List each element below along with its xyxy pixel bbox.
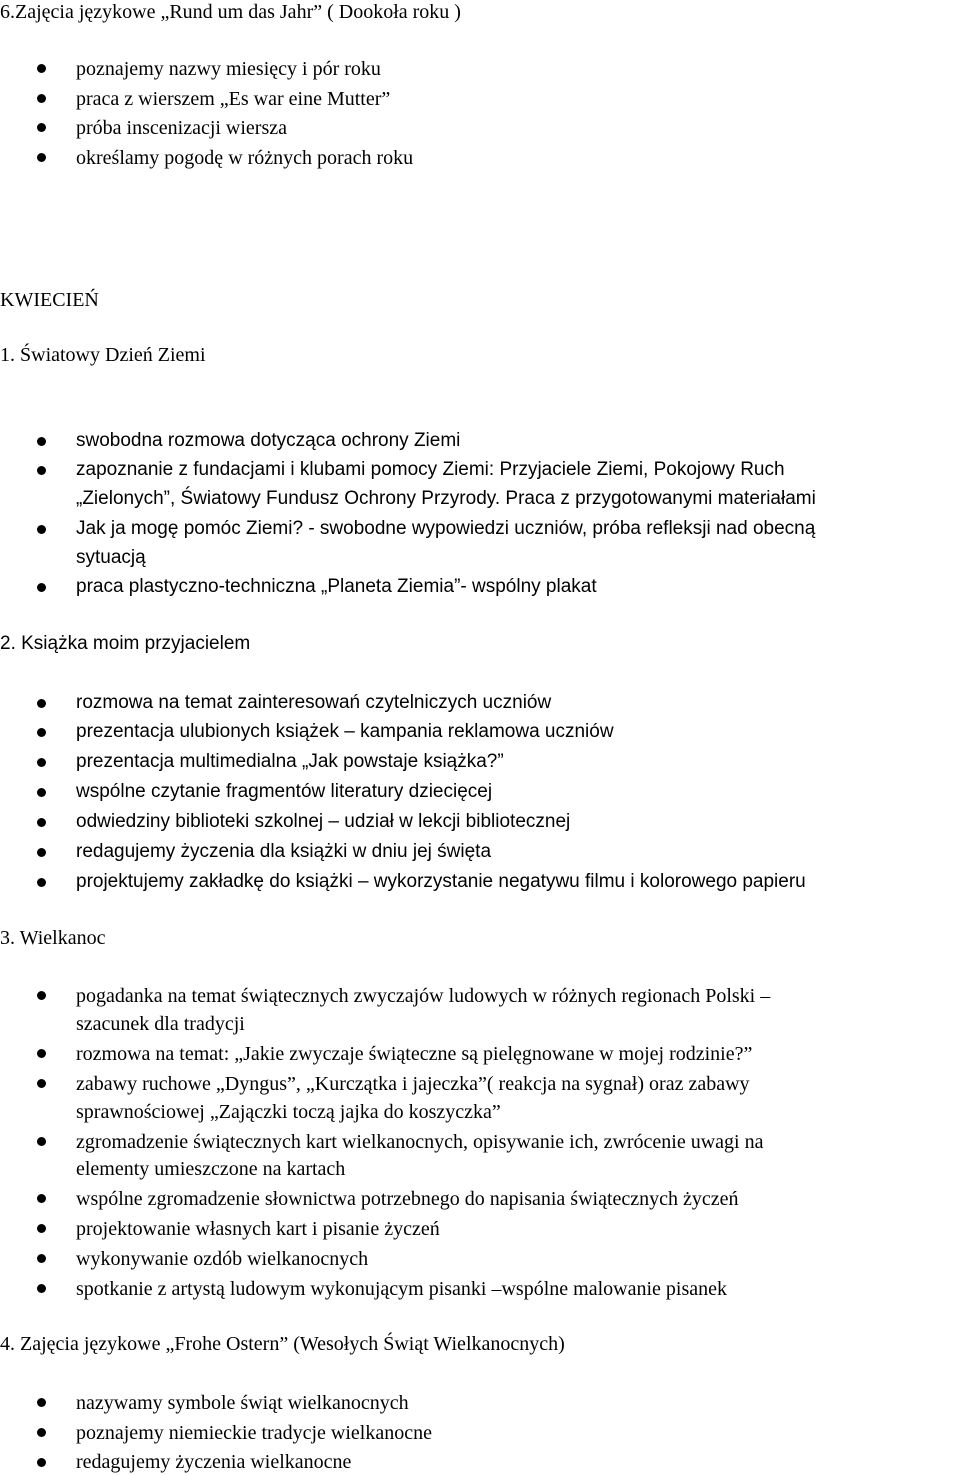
bullet-icon (37, 1194, 46, 1203)
list-item-continuation: elementy umieszczone na kartach (76, 1158, 346, 1180)
list-item: poznajemy nazwy miesięcy i pór roku (76, 58, 381, 80)
bullet-icon (37, 1079, 46, 1088)
list-item-continuation: sprawnościowej „Zajączki toczą jajka do koszyczka” (76, 1101, 501, 1123)
bullet-icon (37, 583, 46, 592)
list-item-continuation: szacunek dla tradycji (76, 1013, 245, 1035)
month-heading: KWIECIEŃ (0, 289, 99, 311)
list-item: odwiedziny biblioteki szkolnej – udział w lekcji bibliotecznej (76, 811, 571, 832)
list-item: wspólne czytanie fragmentów literatury dziecięcej (76, 781, 493, 802)
list-item: praca plastyczno-techniczna „Planeta Ziemia”- wspólny plakat (76, 576, 597, 597)
list-item: prezentacja multimedialna „Jak powstaje książka?” (76, 751, 504, 772)
bullet-icon (37, 94, 46, 103)
list-item: zabawy ruchowe „Dyngus”, „Kurczątka i jajeczka”( reakcja na sygnał) oraz zabawy (76, 1073, 750, 1095)
bullet-icon (37, 1254, 46, 1263)
list-item: projektowanie własnych kart i pisanie życzeń (76, 1218, 440, 1240)
bullet-icon (37, 1137, 46, 1146)
section-2-title: 2. Książka moim przyjacielem (0, 633, 251, 654)
bullet-icon (37, 1224, 46, 1233)
bullet-icon (37, 728, 46, 737)
list-item: wykonywanie ozdób wielkanocnych (76, 1248, 369, 1270)
list-item: spotkanie z artystą ludowym wykonującym pisanki –wspólne malowanie pisanek (76, 1278, 727, 1300)
list-item: prezentacja ulubionych książek – kampania reklamowa uczniów (76, 721, 614, 742)
bullet-icon (37, 699, 46, 708)
list-item: zgromadzenie świątecznych kart wielkanocnych, opisywanie ich, zwrócenie uwagi na (76, 1131, 764, 1153)
bullet-icon (37, 466, 46, 475)
bullet-icon (37, 64, 46, 73)
section-1-title: 1. Światowy Dzień Ziemi (0, 344, 206, 366)
list-item: projektujemy zakładkę do książki – wykorzystanie negatywu filmu i kolorowego papieru (76, 871, 806, 892)
list-item: praca z wierszem „Es war eine Mutter” (76, 88, 391, 110)
list-item: swobodna rozmowa dotycząca ochrony Ziemi (76, 430, 461, 451)
bullet-icon (37, 818, 46, 827)
bullet-icon (37, 758, 46, 767)
bullet-icon (37, 525, 46, 534)
list-item: Jak ja mogę pomóc Ziemi? - swobodne wypowiedzi uczniów, próba refleksji nad obecną (76, 518, 816, 539)
list-item: pogadanka na temat świątecznych zwyczajów ludowych w różnych regionach Polski – (76, 985, 771, 1007)
bullet-icon (37, 1428, 46, 1437)
bullet-icon (37, 878, 46, 887)
list-item: poznajemy niemieckie tradycje wielkanocne (76, 1422, 432, 1444)
list-item-continuation: „Zielonych”, Światowy Fundusz Ochrony Przyrody. Praca z przygotowanymi materiałami (76, 488, 816, 509)
list-item: redagujemy życzenia wielkanocne (76, 1451, 352, 1473)
bullet-icon (37, 991, 46, 1000)
list-item: rozmowa na temat zainteresowań czytelniczych uczniów (76, 692, 552, 713)
list-item: wspólne zgromadzenie słownictwa potrzebnego do napisania świątecznych życzeń (76, 1188, 739, 1210)
section-4-title: 4. Zajęcia językowe „Frohe Ostern” (Wesołych Świąt Wielkanocnych) (0, 1333, 565, 1355)
bullet-icon (37, 1284, 46, 1293)
list-item: określamy pogodę w różnych porach roku (76, 147, 414, 169)
list-item: próba inscenizacji wiersza (76, 117, 288, 139)
list-item: rozmowa na temat: „Jakie zwyczaje świąteczne są pielęgnowane w mojej rodzinie?” (76, 1043, 753, 1065)
bullet-icon (37, 788, 46, 797)
list-item-continuation: sytuacją (76, 547, 146, 568)
bullet-icon (37, 153, 46, 162)
bullet-icon (37, 437, 46, 446)
section-3-title: 3. Wielkanoc (0, 927, 106, 949)
section-6-title: 6.Zajęcia językowe „Rund um das Jahr” ( Dookoła roku ) (0, 1, 461, 23)
bullet-icon (37, 1398, 46, 1407)
bullet-icon (37, 1458, 46, 1467)
bullet-icon (37, 848, 46, 857)
list-item: redagujemy życzenia dla książki w dniu jej święta (76, 841, 492, 862)
bullet-icon (37, 1049, 46, 1058)
list-item: zapoznanie z fundacjami i klubami pomocy Ziemi: Przyjaciele Ziemi, Pokojowy Ruch (76, 459, 785, 480)
bullet-icon (37, 123, 46, 132)
list-item: nazywamy symbole świąt wielkanocnych (76, 1392, 409, 1414)
